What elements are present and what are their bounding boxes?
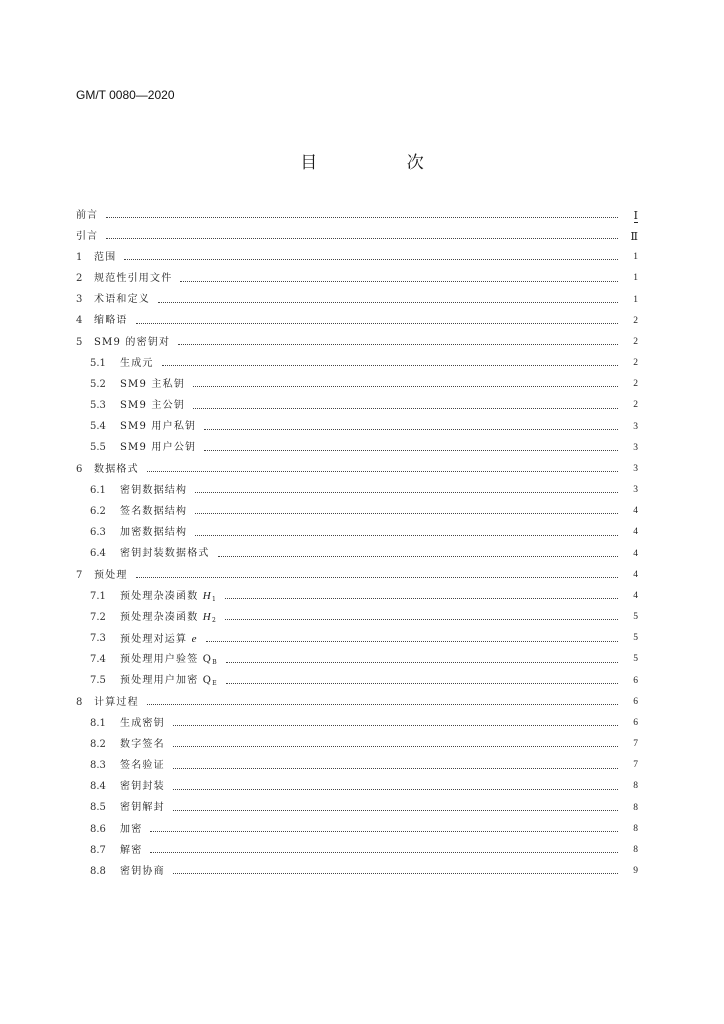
toc-entry[interactable] [76, 607, 638, 628]
toc-entry-number: 6.2 [90, 505, 106, 517]
dot-leader [180, 281, 618, 282]
dot-leader [218, 556, 618, 557]
toc-entry-page: 2 [633, 358, 638, 369]
toc-entry-number: 6.3 [90, 527, 106, 539]
dot-leader [173, 725, 618, 726]
toc-entry-title: 密钥数据结构 [120, 484, 188, 496]
toc-entry-title: SM9 的密钥对 [94, 336, 171, 348]
standard-code: GM/T 0080—2020 [76, 88, 175, 102]
toc-entry-page: 3 [633, 463, 638, 474]
toc-entry-title: SM9 主公钥 [120, 400, 186, 412]
toc-entry-number: 8.7 [90, 844, 106, 856]
toc-entry-number: 8 [76, 696, 83, 708]
toc-entry[interactable] [76, 332, 638, 353]
toc-entry[interactable] [76, 226, 638, 247]
toc-entry[interactable] [76, 269, 638, 290]
toc-entry-number: 8.6 [90, 823, 106, 835]
toc-entry-number: 5.3 [90, 400, 106, 412]
toc-entry-title: 预处理 [94, 569, 128, 581]
toc-entry-number: 5.2 [90, 378, 106, 390]
toc-entry-number: 8.4 [90, 781, 106, 793]
dot-leader [173, 789, 618, 790]
toc-entry[interactable] [76, 501, 638, 522]
toc-entry-page: 2 [633, 336, 638, 347]
toc-entry-title: 生成元 [120, 357, 154, 369]
toc-entry-page: 8 [633, 823, 638, 834]
toc-entry-number: 7 [76, 569, 83, 581]
toc-entry[interactable] [76, 205, 638, 226]
dot-leader [147, 704, 618, 705]
toc-entry-title: 前言 [76, 209, 98, 221]
toc-entry-title: 加密数据结构 [120, 527, 188, 539]
page-title: 目 次 [300, 153, 466, 173]
toc-entry-page: 4 [633, 569, 638, 580]
toc-entry[interactable] [76, 290, 638, 311]
dot-leader [226, 662, 618, 663]
toc-entry-number: 1 [76, 251, 83, 263]
toc-entry-title: 术语和定义 [94, 294, 150, 306]
toc-entry-number: 7.3 [90, 633, 106, 645]
toc-entry[interactable] [76, 417, 638, 438]
toc-entry-number: 6.4 [90, 548, 106, 560]
toc-entry[interactable] [76, 438, 638, 459]
toc-entry-number: 8.2 [90, 738, 106, 750]
toc-entry[interactable] [76, 819, 638, 840]
toc-entry-page: 6 [633, 696, 638, 707]
toc-entry-title: 密钥封装 [120, 781, 165, 793]
dot-leader [173, 768, 618, 769]
toc-entry-page: 1 [633, 273, 638, 284]
toc-entry-page: 6 [633, 675, 638, 686]
toc-entry-title: 数字签名 [120, 738, 165, 750]
toc-entry-page: 4 [633, 590, 638, 601]
toc-entry-title: 预处理用户验签 $Q_B$ [120, 653, 218, 666]
toc-entry-page: 2 [633, 400, 638, 411]
toc-entry-page: 2 [633, 379, 638, 390]
toc-entry-number: 7.1 [90, 590, 106, 602]
dot-leader [124, 259, 618, 260]
dot-leader [106, 238, 618, 239]
dot-leader [178, 344, 618, 345]
toc-entry[interactable] [76, 734, 638, 755]
toc-entry-title: 密钥解封 [120, 802, 165, 814]
table-of-contents [76, 205, 638, 883]
toc-entry-page: 5 [633, 633, 638, 644]
toc-entry[interactable] [76, 565, 638, 586]
toc-entry-number: 8.3 [90, 760, 106, 772]
toc-entry-number: 3 [76, 294, 83, 306]
toc-entry[interactable] [76, 544, 638, 565]
toc-entry-number: 7.4 [90, 654, 106, 666]
dot-leader [173, 810, 618, 811]
dot-leader [225, 598, 618, 599]
toc-entry[interactable] [76, 374, 638, 395]
toc-entry-number: 7.5 [90, 675, 106, 687]
toc-entry[interactable] [76, 840, 638, 861]
toc-entry[interactable] [76, 755, 638, 776]
toc-entry-title: 引言 [76, 230, 98, 242]
toc-entry-page: 8 [633, 802, 638, 813]
toc-entry-title: SM9 用户公钥 [120, 442, 197, 454]
toc-entry-title: 加密 [120, 823, 143, 835]
toc-entry-page: Ⅰ [633, 209, 638, 223]
toc-entry-page: 1 [633, 252, 638, 263]
toc-entry-title: 数据格式 [94, 463, 139, 475]
dot-leader [150, 831, 618, 832]
toc-entry[interactable] [76, 650, 638, 671]
toc-entry-number: 6 [76, 463, 83, 475]
toc-entry[interactable] [76, 247, 638, 268]
toc-entry-title: 预处理对运算 e [120, 632, 198, 645]
dot-leader [162, 365, 618, 366]
dot-leader [106, 217, 618, 218]
toc-entry-title: 生成密钥 [120, 717, 165, 729]
toc-entry-number: 5.5 [90, 442, 106, 454]
toc-entry[interactable] [76, 586, 638, 607]
toc-entry[interactable] [76, 628, 638, 649]
toc-entry-page: Ⅱ [630, 230, 638, 244]
toc-entry-number: 2 [76, 273, 83, 285]
toc-entry-page: 3 [633, 421, 638, 432]
toc-entry[interactable] [76, 861, 638, 882]
dot-leader [195, 535, 618, 536]
toc-entry-page: 8 [633, 781, 638, 792]
dot-leader [206, 641, 618, 642]
toc-entry[interactable] [76, 396, 638, 417]
dot-leader [193, 386, 618, 387]
toc-entry-page: 1 [633, 294, 638, 305]
dot-leader [150, 852, 618, 853]
toc-entry-number: 5.4 [90, 421, 106, 433]
toc-entry-title: 解密 [120, 844, 143, 856]
toc-entry-page: 2 [633, 315, 638, 326]
toc-entry-number: 7.2 [90, 611, 106, 623]
toc-entry[interactable] [76, 713, 638, 734]
toc-entry-title: 签名验证 [120, 760, 165, 772]
toc-entry-title: 缩略语 [94, 315, 128, 327]
toc-entry-number: 5.1 [90, 357, 106, 369]
dot-leader [204, 429, 618, 430]
toc-entry-title: 预处理杂凑函数 $H_2$ [120, 610, 217, 624]
toc-entry-page: 3 [633, 442, 638, 453]
toc-entry-page: 4 [633, 506, 638, 517]
toc-entry[interactable] [76, 311, 638, 332]
toc-entry-page: 3 [633, 485, 638, 496]
toc-entry-number: 4 [76, 315, 83, 327]
dot-leader [147, 471, 618, 472]
toc-entry-page: 4 [633, 548, 638, 559]
toc-entry-title: 签名数据结构 [120, 505, 188, 517]
dot-leader [225, 619, 618, 620]
toc-entry-page: 7 [633, 760, 638, 771]
toc-entry-title: SM9 用户私钥 [120, 421, 197, 433]
toc-entry-number: 8.1 [90, 717, 106, 729]
toc-entry[interactable] [76, 353, 638, 374]
toc-entry[interactable] [76, 459, 638, 480]
toc-entry-title: 范围 [94, 251, 117, 263]
toc-entry-title: 密钥协商 [120, 865, 165, 877]
toc-entry-page: 5 [633, 654, 638, 665]
toc-entry-number: 8.5 [90, 802, 106, 814]
toc-entry[interactable] [76, 692, 638, 713]
toc-entry-title: 计算过程 [94, 696, 139, 708]
toc-entry-title: 预处理杂凑函数 $H_1$ [120, 589, 217, 603]
toc-entry-page: 8 [633, 844, 638, 855]
toc-entry-title: 规范性引用文件 [94, 273, 173, 285]
toc-entry-title: SM9 主私钥 [120, 378, 186, 390]
dot-leader [136, 323, 618, 324]
toc-entry-page: 5 [633, 612, 638, 623]
dot-leader [195, 492, 618, 493]
toc-entry[interactable] [76, 798, 638, 819]
dot-leader [193, 408, 618, 409]
toc-entry-number: 5 [76, 336, 83, 348]
dot-leader [173, 746, 618, 747]
dot-leader [173, 873, 618, 874]
toc-entry[interactable] [76, 523, 638, 544]
dot-leader [195, 513, 618, 514]
toc-entry[interactable] [76, 777, 638, 798]
toc-entry[interactable] [76, 671, 638, 692]
toc-entry-number: 8.8 [90, 865, 106, 877]
toc-entry-page: 6 [633, 717, 638, 728]
toc-entry-page: 9 [633, 866, 638, 877]
dot-leader [204, 450, 618, 451]
toc-entry-title: 密钥封装数据格式 [120, 548, 210, 560]
toc-entry-page: 4 [633, 527, 638, 538]
toc-entry-page: 7 [633, 739, 638, 750]
toc-entry-number: 6.1 [90, 484, 106, 496]
dot-leader [226, 683, 618, 684]
dot-leader [136, 577, 618, 578]
toc-entry[interactable] [76, 480, 638, 501]
toc-entry-title: 预处理用户加密 $Q_E$ [120, 674, 218, 687]
dot-leader [158, 302, 618, 303]
